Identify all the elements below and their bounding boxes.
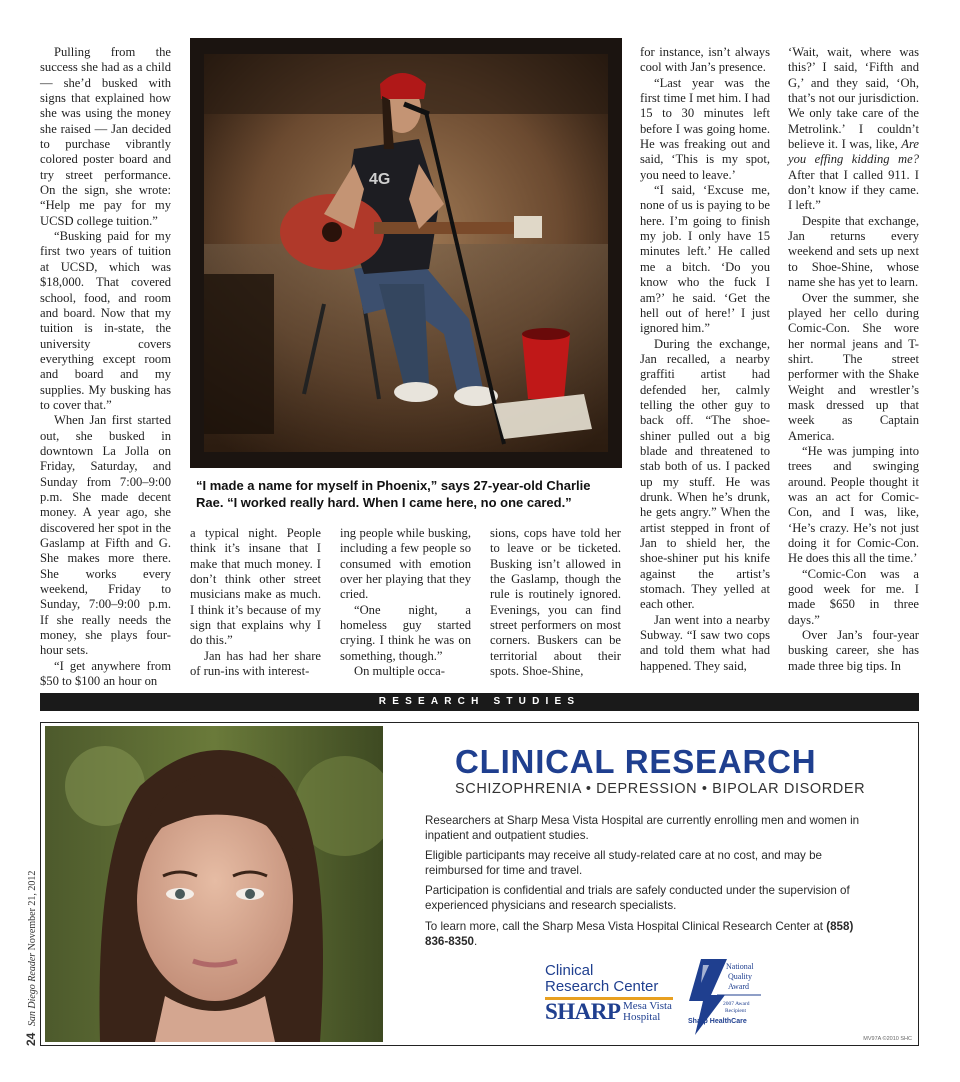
paragraph: During the exchange, Jan recalled, a nearby graffiti artist had defended her, calmly telling the other guy to back off. “The shoe-shiner pulled out a big blade and threatened to stab both of us. I packed up my stuff. He was drunk. When he’s drunk, he gets angry.” When the artist stepped in front of Jan to shield her, the shoe-shiner put his knife against the artist’s stomach. They yelled at each other. — [640, 336, 770, 612]
paragraph: “I said, ‘Excuse me, none of us is paying to be here. I’m going to finish my job. I only have 15 minutes left.’ He called me a bitch. ‘Do you know who the fuck I am?’ he said. ‘Get the hell out of here!’ I just ignored him.” — [640, 183, 770, 336]
photo-caption: “I made a name for myself in Phoenix,” says 27-year-old Charlie Rae. “I worked really hard. When I came here, no one cared.” — [196, 478, 591, 510]
paragraph: Over the summer, she played her cello during Comic-Con. She wore her normal jeans and T-shirt. The street performer with the Shake Weight and wrestler’s mask dressed up that week as Captain America. — [788, 290, 919, 443]
page-number: 24 — [24, 1032, 38, 1046]
paragraph: “Busking paid for my first two years of tuition at UCSD, which was $18,000. That covered school, food, and room and board. Now that my tuition is in-state, the university covers everything except room and board and my supplies. My busking has to cover that.” — [40, 229, 171, 412]
paragraph: “I get anywhere from $50 to $100 an hour on — [40, 658, 171, 689]
article-column-5 — [640, 45, 770, 674]
sharp-logo-text: SHARP — [545, 999, 621, 1024]
emphasis-text: Are you effing kidding me? — [788, 137, 919, 167]
publication-name: San Diego Reader — [27, 952, 38, 1027]
mesa-vista-hospital-logo — [623, 1001, 672, 1023]
national-quality-award-icon — [681, 955, 763, 1039]
woman-portrait-image — [45, 726, 383, 1042]
paragraph: “He was jumping into trees and swinging around. People thought it was an act for Comic-Con, and I was, like, ‘He’s crazy. He’s not just doing it for Comic-Con. He does this all the time.’ — [788, 443, 919, 566]
paragraph: “One night, a homeless guy started crying. I think he was on something, though.” — [340, 602, 471, 663]
paragraph: When Jan first started out, she busked in downtown La Jolla on Friday, Saturday, and Sunday from 7:00–9:00 p.m. She made decent money. A year ago, she discovered her spot in the Gaslamp at Fifth and G. She makes more there. She works every weekend, Friday to Sunday, 7:00–9:00 p.m. If she really needs the money, she plays four-hour sets. — [40, 413, 171, 658]
section-header-bar: RESEARCH STUDIES — [40, 693, 919, 711]
clinical-research-ad — [40, 722, 919, 1046]
ad-title: CLINICAL RESEARCH — [455, 743, 817, 780]
article-column-3 — [340, 526, 471, 679]
paragraph: Despite that exchange, Jan returns every weekend and sets up next to Shoe-Shine, whose name she has yet to learn. — [788, 213, 919, 290]
issue-date: November 21, 2012 — [27, 870, 38, 951]
text-run: ‘Wait, wait, where was this?’ I said, ‘Fifth and G,’ and they said, ‘Oh, that’s not our jurisdiction. We only take care of the Metrolink.’ I couldn’t believe it. I was, like, — [788, 45, 919, 152]
paragraph: “Last year was the first time I met him. I had 15 to 30 minutes left before I was going home. He was freaking out and said, ‘This is my spot, you need to leave.’ — [640, 75, 770, 182]
ad-subtitle: SCHIZOPHRENIA • DEPRESSION • BIPOLAR DISORDER — [455, 781, 866, 797]
logo-line: Mesa Vista — [623, 1000, 672, 1012]
ad-code: MV97A ©2010 SHC — [863, 1036, 912, 1042]
ad-paragraph: Researchers at Sharp Mesa Vista Hospital are currently enrolling men and women in inpatient and outpatient studies. — [425, 814, 860, 842]
paragraph: “Comic-Con was a good week for me. I made $650 in three days.” — [788, 566, 919, 627]
paragraph: ing people while busking, including a few people so consumed with emotion over her playing that they cried. — [340, 526, 471, 602]
paragraph: Jan has had her share of run-ins with interest- — [190, 648, 321, 679]
page-folio — [24, 871, 38, 1046]
busker-photo-image — [204, 54, 608, 452]
busker-photo — [190, 38, 622, 468]
article-column-4 — [490, 526, 621, 679]
paragraph: Over Jan’s four-year busking career, she has made three big tips. In — [788, 628, 919, 673]
clinical-research-center-logo — [545, 963, 658, 995]
paragraph: a typical night. People think it’s insane that I make that much money. I don’t think other street musicians make as much. I think it’s because of my sign that explains why I do this.” — [190, 526, 321, 648]
ad-contact-paragraph — [425, 919, 875, 949]
paragraph — [788, 45, 919, 214]
article-column-1 — [40, 45, 171, 689]
paragraph: sions, cops have told her to leave or be ticketed. Busking isn’t allowed in the Gaslamp, though the rule is routinely ignored. Evenings, you can find street performers on most corners. Buskers can be territorial about their spots. Shoe-Shine, — [490, 526, 621, 679]
article-column-6 — [788, 45, 919, 674]
paragraph: On multiple occa- — [354, 664, 445, 679]
paragraph: Jan went into a nearby Subway. “I saw two cops and told them what had happened. They said, — [640, 612, 770, 673]
paragraph: for instance, isn’t always cool with Jan’s presence. — [640, 45, 770, 75]
ad-paragraph: Eligible participants may receive all study-related care at no cost, and may be reimbursed for time and travel. — [425, 849, 822, 877]
award-text: 2007 Award — [723, 1001, 750, 1007]
award-text: Award — [728, 982, 750, 991]
logo-line: Clinical — [545, 962, 594, 979]
award-text: National — [726, 962, 754, 971]
logo-line: Hospital — [623, 1011, 661, 1023]
award-text: Recipient — [725, 1008, 747, 1014]
phone-number: (858) 836-8350 — [425, 920, 854, 948]
ad-contact-text: To learn more, call the Sharp Mesa Vista Hospital Clinical Research Center at — [425, 920, 827, 933]
paragraph: Pulling from the success she had as a child — she’d busked with signs that explained how she was using the money she raised — Jan decided to purchase vibrantly colored poster board and try street performance. On the sign, she wrote: “Help me pay for my UCSD college tuition.” — [40, 45, 171, 228]
logo-line: Research Center — [545, 978, 659, 995]
svg-text:4G: 4G — [369, 171, 391, 188]
article-column-2 — [190, 526, 321, 679]
sharp-healthcare-label: Sharp HealthCare — [688, 1018, 747, 1025]
punctuation: . — [474, 935, 478, 948]
award-text: Quality — [728, 972, 752, 981]
ad-paragraph: Participation is confidential and trials are safely conducted under the supervision of experienced physicians and research specialists. — [425, 884, 850, 912]
text-run: After that I called 911. I don’t know if they came. I left.” — [788, 167, 919, 213]
